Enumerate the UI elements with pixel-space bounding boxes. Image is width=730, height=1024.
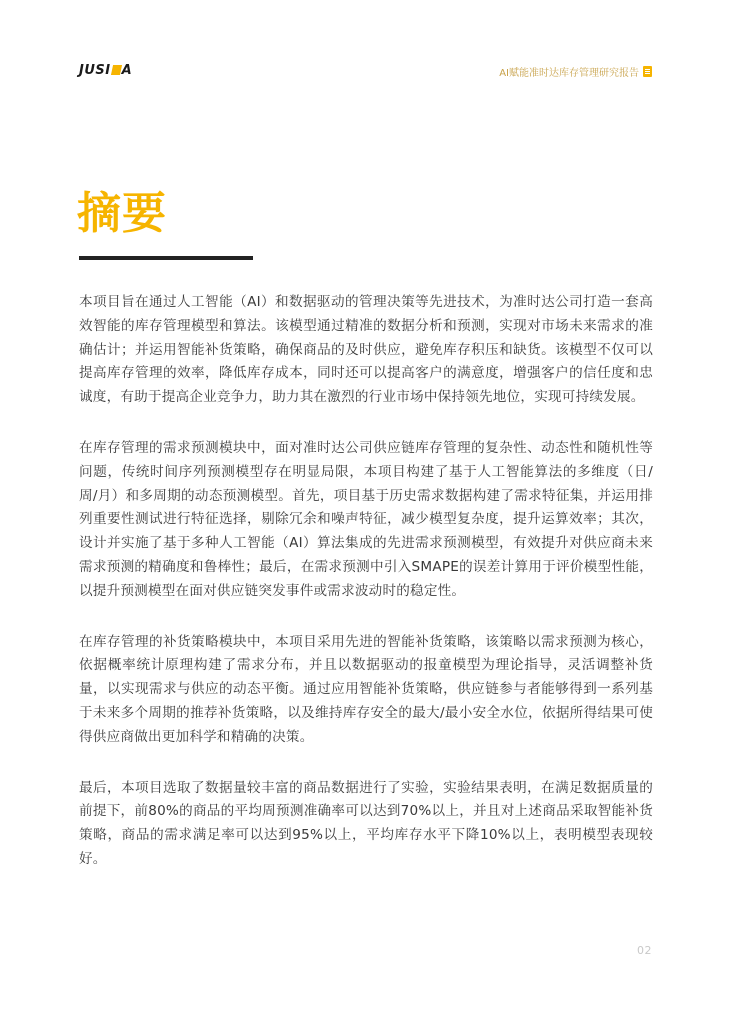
logo-text-left: JUSI [79,62,111,78]
paragraph-3: 在库存管理的补货策略模块中，本项目采用先进的智能补货策略，该策略以需求预测为核心，依据概率统计原理构建了需求分布，并且以数据驱动的报童模型为理论指导，灵活调整补货量，以实现需求与供应的动态平衡。通过应用智能补货策略，供应链参与者能够得到一系列基于未来多个周期的推荐补货策略，以及维持库存安全的最大/最小安全水位，依据所得结果可使得供应商做出更加科学和精确的决策。 [79,633,653,745]
logo-text-right: A [121,62,133,78]
report-title: AI赋能准时达库存管理研究报告 [499,68,639,79]
paragraph-4: 最后，本项目选取了数据量较丰富的商品数据进行了实验，实验结果表明，在满足数据质量的前提下，前80%的商品的平均周预测准确率可以达到70%以上，并且对上述商品采取智能补货策略，商品的需求满足率可以达到95%以上，平均库存水平下降10%以上，表明模型表现较好。 [79,779,653,867]
page-title: 摘要 [77,188,167,239]
document-icon [643,66,652,77]
page-number: 02 [637,944,652,957]
report-header [499,64,652,79]
logo-accent-mark [111,65,122,75]
abstract-body [79,291,653,899]
company-logo [79,62,132,78]
paragraph-2: 在库存管理的需求预测模块中，面对准时达公司供应链库存管理的复杂性、动态性和随机性等问题，传统时间序列预测模型存在明显局限，本项目构建了基于人工智能算法的多维度（日/周/月）和多周期的动态预测模型。首先，项目基于历史需求数据构建了需求特征集，并运用排列重要性测试进行特征选择，剔除冗余和噪声特征，减少模型复杂度，提升运算效率；其次，设计并实施了基于多种人工智能（AI）算法集成的先进需求预测模型，有效提升对供应商未来需求预测的精确度和鲁棒性；最后，在需求预测中引入SMAPE的误差计算用于评价模型性能，以提升预测模型在面对供应链突发事件或需求波动时的稳定性。 [79,439,653,599]
title-underline [79,256,253,260]
paragraph-1: 本项目旨在通过人工智能（AI）和数据驱动的管理决策等先进技术，为准时达公司打造一套高效智能的库存管理模型和算法。该模型通过精准的数据分析和预测，实现对市场未来需求的准确估计；并运用智能补货策略，确保商品的及时供应，避免库存积压和缺货。该模型不仅可以提高库存管理的效率，降低库存成本，同时还可以提高客户的满意度，增强客户的信任度和忠诚度，有助于提高企业竞争力，助力其在激烈的行业市场中保持领先地位，实现可持续发展。 [79,294,653,406]
